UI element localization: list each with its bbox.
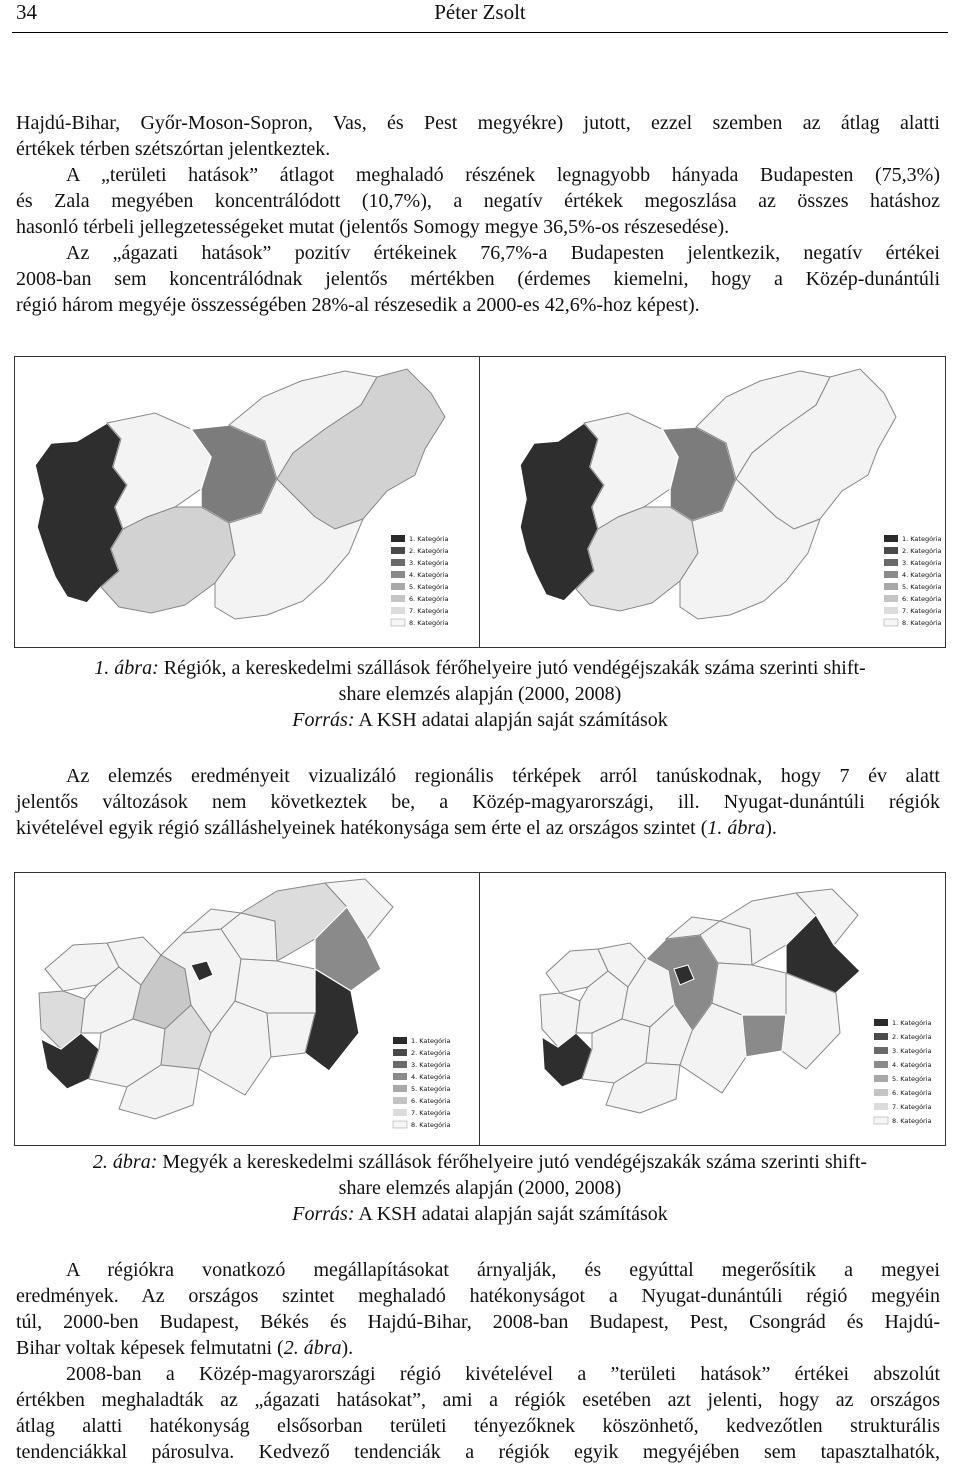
legend-swatch bbox=[884, 595, 898, 602]
legend-swatch bbox=[391, 595, 405, 602]
legend-label: 5. Kategória bbox=[892, 1075, 932, 1083]
text-line: régió három megyéje összességében 28%-al részesedik a 2000-es 42,6%-hoz képest). bbox=[16, 294, 700, 316]
legend-swatch bbox=[874, 1019, 888, 1026]
legend-label: 4. Kategória bbox=[409, 571, 449, 579]
text-line: értékek térben szétszórtan jelentkeztek. bbox=[16, 138, 331, 160]
legend-swatch bbox=[391, 547, 405, 554]
legend-label: 2. Kategória bbox=[902, 547, 942, 555]
legend-swatch bbox=[874, 1075, 888, 1082]
legend-swatch bbox=[391, 583, 405, 590]
legend-swatch bbox=[874, 1117, 888, 1124]
legend-swatch bbox=[884, 547, 898, 554]
legend-swatch bbox=[391, 535, 405, 542]
figure-1-source-label: Forrás: bbox=[292, 709, 355, 731]
figure-1-caption-line2: share elemzés alapján (2000, 2008) bbox=[338, 683, 622, 705]
figure-2-maps bbox=[14, 872, 946, 1146]
text-line: hasonló térbeli jellegzetességeket mutat (jelentős Somogy megye 36,5%-os részesedése). bbox=[16, 216, 730, 238]
legend-swatch bbox=[391, 607, 405, 614]
figure-reference: 1. ábra bbox=[707, 817, 766, 839]
legend-label: 7. Kategória bbox=[411, 1109, 451, 1117]
figure-1-caption-line1 bbox=[0, 655, 960, 681]
text-line: és Zala megyében koncentrálódott (10,7%), a negatív értékek megoszlása az összes hatáshoz bbox=[16, 190, 940, 212]
figure-1-source bbox=[0, 707, 960, 733]
legend-swatch bbox=[393, 1037, 407, 1044]
text-run: kivételével egyik régió szálláshelyeinek hatékonysága sem érte el az országos szintet ( bbox=[16, 817, 708, 839]
legend-swatch bbox=[393, 1049, 407, 1056]
legend-swatch bbox=[884, 571, 898, 578]
legend-swatch bbox=[874, 1047, 888, 1054]
legend-label: 4. Kategória bbox=[411, 1073, 451, 1081]
legend-label: 5. Kategória bbox=[409, 583, 449, 591]
figure-2-source bbox=[0, 1201, 960, 1227]
legend-label: 7. Kategória bbox=[892, 1103, 932, 1111]
legend-label: 3. Kategória bbox=[892, 1047, 932, 1055]
legend-label: 2. Kategória bbox=[892, 1033, 932, 1041]
legend-swatch bbox=[393, 1097, 407, 1104]
header-rule bbox=[12, 32, 948, 33]
legend-swatch bbox=[884, 559, 898, 566]
legend-label: 7. Kategória bbox=[902, 607, 942, 615]
legend-label: 4. Kategória bbox=[902, 571, 942, 579]
legend-swatch bbox=[884, 619, 898, 626]
map-legend bbox=[393, 1037, 451, 1129]
map-regions-2008 bbox=[480, 357, 944, 647]
text-line: A régiókra vonatkozó megállapításokat árnyalják, és egyúttal megerősítik a megyei bbox=[66, 1259, 940, 1281]
figure-2-caption-line2: share elemzés alapján (2000, 2008) bbox=[338, 1177, 622, 1199]
paragraph-1 bbox=[16, 110, 940, 318]
text-run: ). bbox=[341, 1337, 354, 1359]
legend-label: 1. Kategória bbox=[409, 535, 449, 543]
text-line: A „területi hatások” átlagot meghaladó részének legnagyobb hányada Budapesten (75,3%) bbox=[66, 164, 940, 186]
legend-swatch bbox=[874, 1103, 888, 1110]
county-jasz-nagykun-szolnok bbox=[235, 959, 315, 1013]
figure-2-source-label: Forrás: bbox=[292, 1203, 355, 1225]
county-csongrad bbox=[742, 1015, 786, 1057]
text-line: túl, 2000-ben Budapest, Békés és Hajdú-Bihar, 2008-ban Budapest, Pest, Csongrád és Hajdú- bbox=[16, 1311, 940, 1333]
legend-label: 2. Kategória bbox=[411, 1049, 451, 1057]
figure-2-source-text: A KSH adatai alapján saját számítások bbox=[358, 1203, 668, 1225]
legend-label: 8. Kategória bbox=[892, 1117, 932, 1125]
figure-2-label: 2. ábra: bbox=[92, 1151, 158, 1173]
legend-label: 1. Kategória bbox=[411, 1037, 451, 1045]
legend-label: 5. Kategória bbox=[902, 583, 942, 591]
legend-label: 8. Kategória bbox=[409, 619, 449, 627]
map-counties-2000 bbox=[15, 873, 479, 1145]
paragraph-2 bbox=[16, 763, 940, 841]
text-line: tendenciákkal párosulva. Kedvező tendenciák a régiók egyik megyéjében sem tapasztalhatók, bbox=[16, 1441, 940, 1463]
figure-2-caption-line1 bbox=[0, 1149, 960, 1175]
text-line bbox=[16, 815, 940, 841]
legend-swatch bbox=[884, 583, 898, 590]
legend-label: 6. Kategória bbox=[411, 1097, 451, 1105]
legend-label: 8. Kategória bbox=[411, 1121, 451, 1129]
legend-swatch bbox=[393, 1073, 407, 1080]
map-legend bbox=[884, 535, 942, 627]
text-run: ). bbox=[765, 817, 777, 839]
figure-1-label: 1. ábra: bbox=[94, 657, 159, 679]
legend-swatch bbox=[393, 1121, 407, 1128]
legend-label: 5. Kategória bbox=[411, 1085, 451, 1093]
legend-label: 6. Kategória bbox=[409, 595, 449, 603]
legend-label: 1. Kategória bbox=[892, 1019, 932, 1027]
text-line: jelentős változások nem következtek be, a Közép-magyarországi, ill. Nyugat-dunántúli régiók bbox=[16, 791, 940, 813]
legend-swatch bbox=[391, 571, 405, 578]
figure-1-source-text: A KSH adatai alapján saját számítások bbox=[358, 709, 668, 731]
text-line: Az elemzés eredményeit vizualizáló regionális térképek arról tanúskodnak, hogy 7 év alatt bbox=[66, 765, 940, 787]
legend-label: 7. Kategória bbox=[409, 607, 449, 615]
legend-label: 6. Kategória bbox=[902, 595, 942, 603]
legend-label: 4. Kategória bbox=[892, 1061, 932, 1069]
text-line: Az „ágazati hatások” pozitív értékeinek 76,7%-a Budapesten jelentkezik, negatív értékei bbox=[66, 242, 940, 264]
text-run: Bihar voltak képesek felmutatni ( bbox=[16, 1337, 284, 1359]
legend-label: 6. Kategória bbox=[892, 1089, 932, 1097]
legend-swatch bbox=[884, 535, 898, 542]
legend-label: 1. Kategória bbox=[902, 535, 942, 543]
text-line: értékben meghaladták az „ágazati hatásokat”, ami a régiók esetében azt jelenti, hogy az országos bbox=[16, 1389, 940, 1411]
legend-label: 2. Kategória bbox=[409, 547, 449, 555]
legend-swatch bbox=[393, 1061, 407, 1068]
paragraph-3 bbox=[16, 1257, 940, 1465]
text-line bbox=[16, 1335, 940, 1361]
text-line: Hajdú-Bihar, Győr-Moson-Sopron, Vas, és Pest megyékre) jutott, ezzel szemben az átlag alatti bbox=[16, 112, 940, 134]
text-line: eredmények. Az országos szintet meghaladó hatékonyságot a Nyugat-dunántúli régió megyéin bbox=[16, 1285, 940, 1307]
legend-swatch bbox=[874, 1061, 888, 1068]
legend-label: 3. Kategória bbox=[411, 1061, 451, 1069]
figure-reference: 2. ábra bbox=[283, 1337, 342, 1359]
figure-2-title: Megyék a kereskedelmi szállások férőhelyeire jutó vendégéjszakák száma szerinti shift- bbox=[162, 1151, 868, 1173]
legend-swatch bbox=[874, 1089, 888, 1096]
figure-1-title: Régiók, a kereskedelmi szállások férőhelyeire jutó vendégéjszakák száma szerinti shift- bbox=[163, 657, 866, 679]
text-line: átlag alatti hatékonyság elsősorban területi tényezőknek köszönhető, kedvezőtlen strukturális bbox=[16, 1415, 940, 1437]
legend-label: 8. Kategória bbox=[902, 619, 942, 627]
figure-1-maps bbox=[14, 356, 946, 648]
legend-swatch bbox=[874, 1033, 888, 1040]
map-legend bbox=[391, 535, 449, 627]
legend-swatch bbox=[391, 619, 405, 626]
legend-swatch bbox=[393, 1109, 407, 1116]
legend-swatch bbox=[391, 559, 405, 566]
legend-swatch bbox=[393, 1085, 407, 1092]
text-line: 2008-ban sem koncentrálódnak jelentős mértékben (érdemes kiemelni, hogy a Közép-dunántúli bbox=[16, 268, 940, 290]
page-number: 34 bbox=[16, 0, 37, 24]
map-counties-2008 bbox=[480, 873, 944, 1145]
county-jasz-nagykun-szolnok bbox=[712, 963, 786, 1015]
legend-label: 3. Kategória bbox=[902, 559, 942, 567]
running-header-author: Péter Zsolt bbox=[434, 0, 526, 24]
map-regions-2000 bbox=[15, 357, 479, 647]
county-zala bbox=[41, 1033, 99, 1089]
text-line: 2008-ban a Közép-magyarországi régió kivételével a ”területi hatások” értékei abszolút bbox=[66, 1363, 940, 1385]
legend-label: 3. Kategória bbox=[409, 559, 449, 567]
map-legend bbox=[874, 1019, 932, 1125]
legend-swatch bbox=[884, 607, 898, 614]
